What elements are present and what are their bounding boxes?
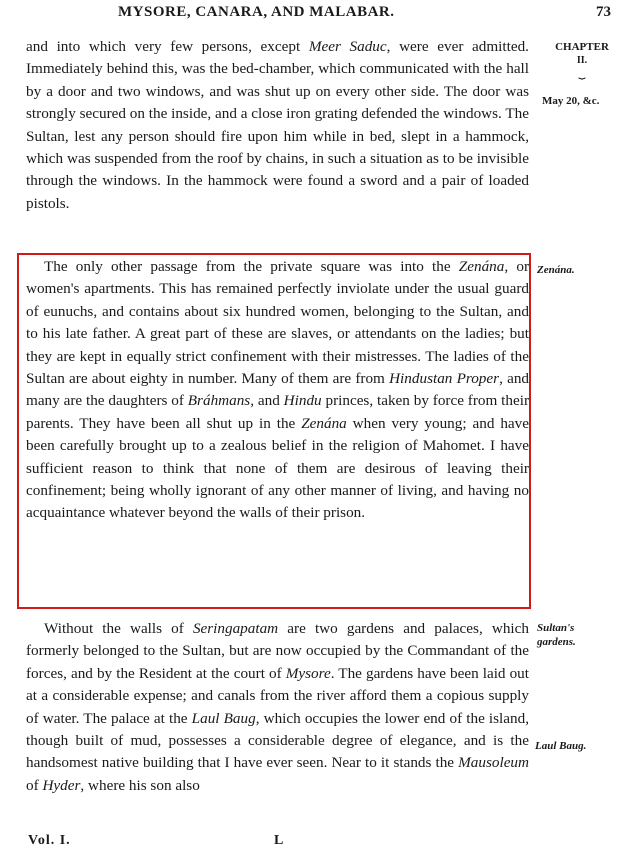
paragraph-gardens bbox=[26, 618, 529, 797]
paragraph-text bbox=[26, 256, 529, 525]
margin-note-zenana: Zenána. bbox=[537, 264, 575, 276]
text-run: Without the walls of bbox=[44, 620, 193, 637]
margin-note-gardens: Sultan's gardens. bbox=[537, 622, 576, 648]
volume-label: Vol. I. bbox=[28, 833, 71, 848]
italic-term: Hindu bbox=[283, 392, 322, 410]
paragraph-zenana bbox=[26, 256, 529, 525]
text-run: , or women's apartments. This has remained perfectly inviolate under the usual guard of eunuchs, and contains about six hundred women, belonging to the Sultan, and to his late father. A great part of these are slaves, or attendants on the ladies; but they are kept in equally strict confinement with their mistresses. The ladies of the Sultan are about eighty in number. Many of them are from bbox=[26, 258, 529, 388]
text-run: of bbox=[26, 776, 43, 794]
margin-note-laul-baug: Laul Baug. bbox=[535, 740, 587, 752]
italic-term: Zenána bbox=[458, 258, 505, 275]
text-run: and into which very few persons, except bbox=[26, 38, 309, 55]
paragraph-text bbox=[26, 618, 529, 797]
page-footer bbox=[0, 833, 624, 850]
text-run: are two gardens and palaces, which formerly belonged to the Sultan, but are now occupied by the Commandant of the forces, and by the Resident at the court of bbox=[26, 620, 529, 682]
text-run: . The gardens have been laid out at a considerable expense; and canals from the river afford them a copious supply of water. The palace at the bbox=[26, 664, 530, 727]
running-head-title: MYSORE, CANARA, AND MALABAR. bbox=[118, 4, 395, 20]
text-run: princes, taken by force from their parents. They have been all shut up in the bbox=[26, 392, 530, 432]
text-run: , and many are the daughters of bbox=[26, 370, 530, 410]
margin-note-chapter bbox=[547, 40, 617, 79]
page-number: 73 bbox=[596, 4, 611, 20]
margin-note-date: May 20, &c. bbox=[542, 95, 600, 107]
text-run: , were ever admitted. Immediately behind this, was the bed-chamber, which communicated with the hall by a door and two windows, and was shut up on every other side. The door was strongly secured on the inside, and a close iron grating defended the windows. The Sultan, lest any person should fire upon him while in bed, slept in a hammock, which was suspended from the roof by chains, in such a situation as to be invisible through the windows. In the hammock were found a sword and a pair of loaded pistols. bbox=[26, 38, 529, 212]
text-run: , and bbox=[250, 392, 284, 410]
italic-term: Hindustan Proper bbox=[389, 370, 500, 388]
chapter-brace-ornament: ⏟ bbox=[578, 65, 586, 79]
paragraph-bed-chamber bbox=[26, 36, 529, 215]
italic-term: Hyder bbox=[42, 776, 81, 794]
italic-term: Meer Saduc bbox=[308, 38, 387, 55]
chapter-label: CHAPTER bbox=[555, 41, 609, 53]
text-run: The only other passage from the private square was into the bbox=[44, 258, 459, 275]
italic-term: Seringapatam bbox=[192, 620, 279, 637]
italic-term: Laul Baug bbox=[191, 709, 256, 727]
running-head bbox=[0, 4, 624, 26]
paragraph-text bbox=[26, 36, 529, 215]
chapter-number: II. bbox=[576, 55, 588, 66]
italic-term: Zenána bbox=[301, 414, 347, 432]
text-run: , where his son also bbox=[80, 776, 200, 794]
italic-term: Bráhmans bbox=[187, 392, 251, 410]
italic-term: Mysore bbox=[285, 664, 331, 682]
italic-term: Mausoleum bbox=[458, 754, 529, 772]
signature-mark: L bbox=[274, 833, 284, 848]
text-run: , which occupies the lower end of the island, though built of mud, possesses a considerable degree of elegance, and is the handsomest native building that I have ever seen. Near to it stands the bbox=[26, 709, 529, 772]
text-run: when very young; and have been carefully brought up to a zealous belief in the religion of Mahomet. I have sufficient reason to think that none of them are desirous of leaving their confinement; being wholly ignorant of any other manner of living, and having no acquaintance whatever beyond the walls of their prison. bbox=[26, 414, 529, 522]
